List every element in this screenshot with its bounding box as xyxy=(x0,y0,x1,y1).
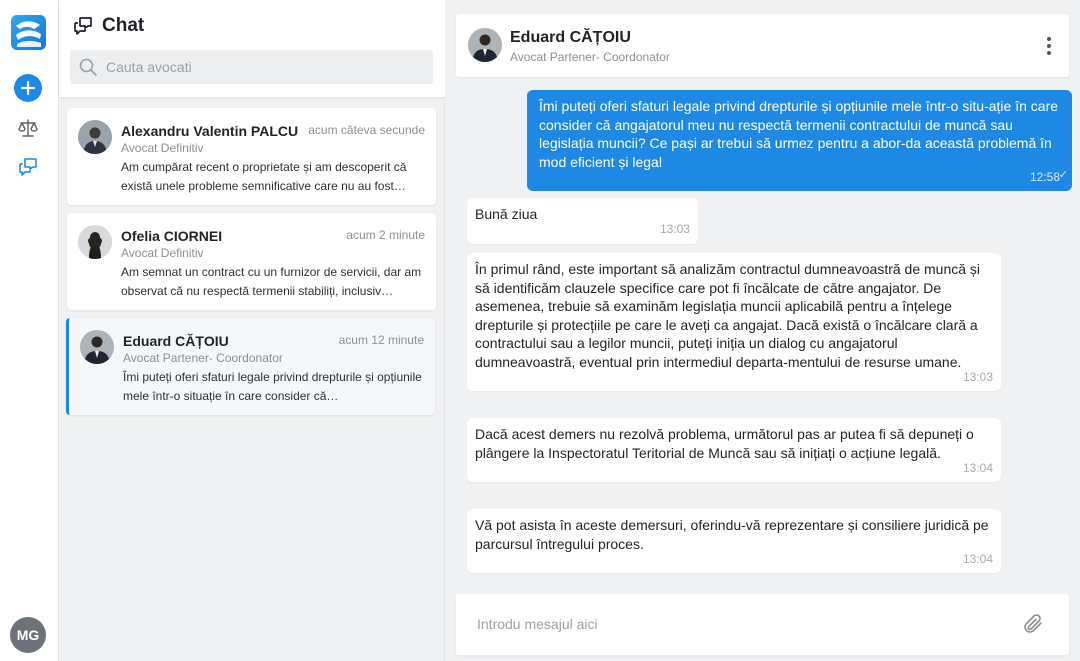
lawyer-avatar xyxy=(78,120,112,154)
message-text: În primul rând, este important să analizăm contractul dumneavoastră de muncă și să identificăm clauzele specifice care pot fi încălcate de către angajator. De asemenea, trebuie să examinăm legislația muncii aplicabilă pentru a înțelege drepturile și protecțiile pe care le aveți ca angajat. Dacă există o încălcare clară a contractului sau a legilor muncii, puteți iniția un dialog cu angajatorul dumneavoastră, eventual prin intermediul departa-mentului de resurse umane. xyxy=(475,261,981,370)
scale-icon[interactable] xyxy=(17,117,39,139)
message-incoming xyxy=(467,198,698,244)
paperclip-icon[interactable] xyxy=(1021,612,1045,636)
search-input[interactable] xyxy=(106,59,406,75)
chat-contact-role: Avocat Partener- Coordonator xyxy=(510,50,670,64)
page-title: Chat xyxy=(102,15,145,36)
check-icon: ✓ xyxy=(1058,168,1068,181)
conversation-name: Ofelia CIORNEI xyxy=(121,228,223,244)
message-incoming xyxy=(467,509,1001,573)
conversation-role: Avocat Definitiv xyxy=(121,246,204,260)
conversation-role: Avocat Partener- Coordonator xyxy=(123,351,283,365)
app-logo[interactable] xyxy=(11,15,46,50)
message-text: Bună ziua xyxy=(475,206,538,222)
conversation-item-active[interactable] xyxy=(66,318,435,415)
more-options-icon[interactable] xyxy=(1045,35,1053,57)
conversation-preview: Am cumpărat recent o proprietate și am descoperit că există unele probleme semnificative care nu au fost… xyxy=(121,160,407,193)
message-composer xyxy=(456,594,1069,655)
chat-contact-name: Eduard CĂȚOIU xyxy=(510,29,631,46)
message-time: 12:58 xyxy=(1029,169,1060,184)
message-text: Vă pot asista în aceste demersuri, oferindu-vă reprezentare și consiliere juridică pe parcursul întregului proces. xyxy=(475,517,989,552)
conversation-preview: Am semnat un contract cu un furnizor de servicii, dar am observat că nu respectă termenii stabiliți, inclusiv… xyxy=(121,265,422,298)
message-text: Dacă acest demers nu rezolvă problema, următorul pas ar putea fi să depuneți o plângere la Inspectoratul Teritorial de Muncă sau să inițiați o acțiune legală. xyxy=(475,426,974,461)
message-input[interactable] xyxy=(477,612,1007,636)
message-time: 13:03 xyxy=(962,369,993,384)
lawyer-avatar xyxy=(80,330,114,364)
conversation-item[interactable] xyxy=(67,213,436,310)
conversation-time: acum 12 minute xyxy=(338,333,424,347)
conversation-preview: Îmi puteți oferi sfaturi legale privind drepturile și opțiunile mele într-o situație în care consider că… xyxy=(123,370,422,403)
conversation-role: Avocat Definitiv xyxy=(121,141,204,155)
conversation-name: Alexandru Valentin PALCU xyxy=(121,123,299,139)
conversation-time: acum 2 minute xyxy=(346,228,425,242)
message-time: 13:03 xyxy=(659,222,690,236)
plus-icon xyxy=(20,80,36,96)
user-avatar[interactable]: MG xyxy=(10,617,46,653)
search-icon xyxy=(78,57,98,77)
lawyer-avatar xyxy=(468,28,502,62)
message-time: 13:04 xyxy=(962,551,993,566)
message-incoming xyxy=(467,418,1001,482)
chat-nav-icon[interactable] xyxy=(17,156,39,178)
conversation-list-panel xyxy=(59,0,445,661)
message-outgoing xyxy=(527,90,1072,191)
chat-main xyxy=(445,0,1080,661)
message-incoming xyxy=(467,253,1001,391)
chat-header xyxy=(456,14,1069,77)
list-header xyxy=(59,0,445,97)
lawyer-avatar xyxy=(78,225,112,259)
conversation-time: acum câteva secunde xyxy=(308,123,425,137)
app-rail xyxy=(0,0,59,661)
message-time: 13:04 xyxy=(962,460,993,475)
message-text: Îmi puteți oferi sfaturi legale privind drepturile și opțiunile mele într-o situ-ație în care consider că angajatorul meu nu respectă termenii contractului de muncă sau legislația muncii? Ce pași ar trebui să urmez pentru a abor-da această problemă în mod eficient și legal xyxy=(539,98,1059,170)
conversation-name: Eduard CĂȚOIU xyxy=(123,333,229,349)
search-box[interactable] xyxy=(70,50,433,84)
new-chat-button[interactable] xyxy=(14,74,42,102)
conversation-item[interactable] xyxy=(67,108,436,205)
chat-icon xyxy=(72,15,94,37)
